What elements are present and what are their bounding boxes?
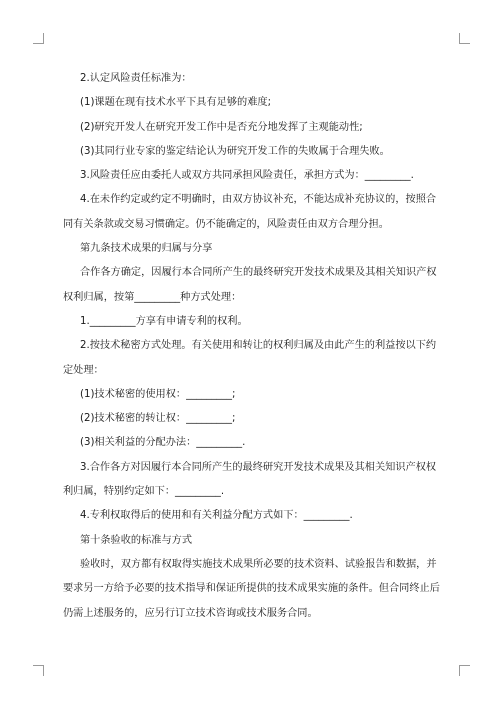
heading-article-10: 第十条验收的标准与方式 (80, 534, 193, 546)
paragraph-ownership-intro: 合作各方确定，因履行本合同所产生的最终研究开发技术成果及其相关知识产权权利归属，按第_________种方式处理： (63, 267, 437, 303)
paragraph-ownership-3: 3.合作各方对因履行本合同所产生的最终研究开发技术成果及其相关知识产权权利归属，特别约定如下：_________. (63, 461, 437, 498)
paragraph-secret-transfer: (2)技术秘密的转让权：_________; (80, 413, 236, 425)
paragraph-acceptance: 验收时，双方都有权取得实施技术成果所必要的技术资料、试验报告和数据，并要求另一方给予必要的技术指导和保证所提供的技术成果实施的条件。但合同终止后仍需上述服务的，应另行订立技术咨询或技术服务合同。 (63, 558, 440, 619)
paragraph-ownership-2: 2.按技术秘密方式处理。有关使用和转让的权利归属及由此产生的利益按以下约定处理： (63, 340, 437, 376)
crop-mark-top-right (459, 33, 470, 44)
paragraph-risk-item-1: (1)课题在现有技术水平下具有足够的难度; (80, 97, 272, 109)
crop-mark-bottom-left (33, 665, 44, 676)
paragraph-risk-item-3: (3)其同行业专家的鉴定结论认为研究开发工作的失败属于合理失败。 (80, 145, 390, 157)
heading-article-9: 第九条技术成果的归属与分享 (80, 243, 213, 255)
paragraph-ownership-4: 4.专利权取得后的使用和有关利益分配方式如下：_________. (80, 510, 353, 522)
paragraph-risk-unclear: 4.在未作约定或约定不明确时，由双方协议补充，不能达成补充协议的，按照合同有关条款或交易习惯确定。仍不能确定的，风险责任由双方合理分担。 (63, 194, 437, 230)
paragraph-ownership-1: 1._________方享有申请专利的权利。 (80, 315, 248, 327)
paragraph-benefit-distribution: (3)相关利益的分配办法：_________. (80, 437, 246, 449)
paragraph-risk-bearing: 3.风险责任应由委托人或双方共同承担风险责任，承担方式为：_________. (80, 170, 414, 182)
paragraph-risk-item-2: (2)研究开发人在研究开发工作中是否充分地发挥了主观能动性; (80, 121, 363, 133)
crop-mark-bottom-right (459, 665, 470, 676)
paragraph-secret-use: (1)技术秘密的使用权：_________; (80, 388, 236, 400)
document-body (63, 67, 441, 626)
paragraph-risk-standard: 2.认定风险责任标准为： (80, 73, 192, 84)
crop-mark-top-left (33, 33, 44, 44)
